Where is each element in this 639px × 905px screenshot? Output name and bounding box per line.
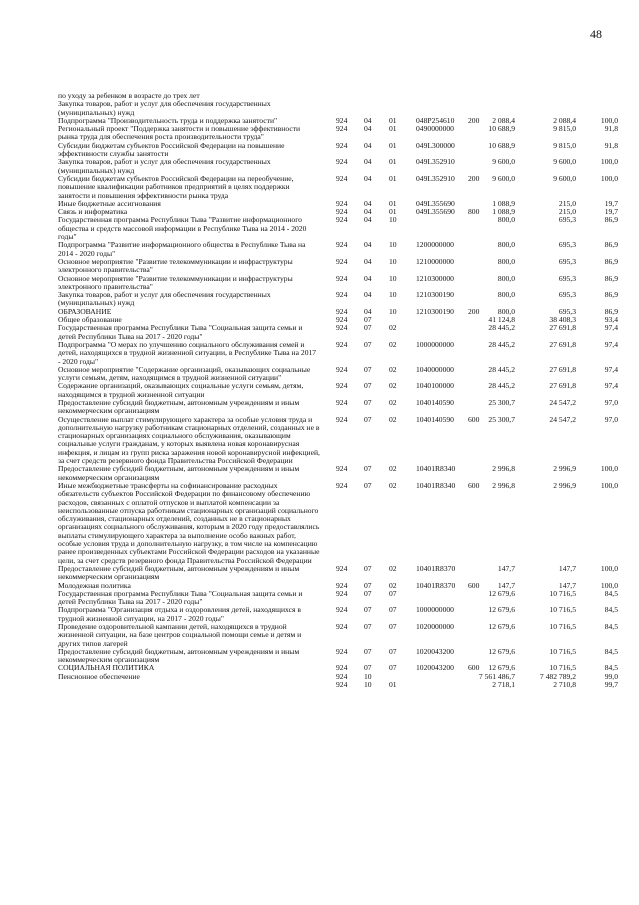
row-description: Предоставление субсидий бюджетным, автономным учреждениям и иным некоммерческим организациям [58, 397, 300, 416]
cell-executed: 215,0 [558, 198, 576, 208]
cell-plan: 10 688,9 [488, 124, 515, 134]
cell-grbs: 924 [336, 115, 348, 125]
cell-plan: 12 679,6 [488, 622, 515, 631]
cell-target-article: 1040100000 [416, 381, 454, 391]
row-description: Молодежная политика [58, 580, 131, 590]
cell-plan: 800,0 [497, 290, 515, 300]
cell-subsection: 02 [389, 464, 397, 474]
cell-target-article: 1040140590 [416, 414, 454, 424]
cell-section: 07 [364, 339, 372, 349]
cell-target-article: 1210300000 [416, 273, 454, 283]
row-description: Государственная программа Республики Тыва "Социальная защита семьи и детей Республики Тыва на 2017 - 2020 годы" [58, 323, 303, 341]
cell-subsection: 01 [389, 124, 397, 134]
cell-section: 07 [364, 315, 372, 325]
row-description: Предоставление субсидий бюджетным, автономным учреждениям и иным некоммерческим организациям [58, 464, 300, 482]
cell-section: 07 [364, 580, 372, 590]
cell-subsection: 01 [389, 207, 397, 217]
cell-expense-type: 600 [468, 663, 480, 673]
table-row [0, 605, 639, 631]
cell-plan: 800,0 [497, 215, 515, 225]
row-description: Иные бюджетные ассигнования [58, 198, 161, 208]
cell-executed: 27 691,8 [549, 339, 576, 349]
cell-subsection: 10 [389, 306, 397, 316]
budget-table [0, 91, 639, 690]
cell-target-article: 10401R8370 [416, 563, 456, 573]
cell-percent: 97,4 [604, 339, 618, 349]
cell-target-article: 0490000000 [416, 124, 454, 134]
cell-grbs: 924 [336, 240, 348, 250]
cell-subsection: 10 [389, 290, 397, 300]
cell-percent: 100,0 [600, 464, 618, 474]
cell-plan: 800,0 [497, 240, 515, 250]
row-description: Субсидии бюджетам субъектов Российской Федерации на повышение эффективности службы занятости [58, 140, 285, 159]
cell-executed: 10 716,5 [549, 588, 576, 598]
cell-percent: 99,0 [604, 671, 618, 681]
cell-section: 07 [364, 663, 372, 673]
table-row [0, 671, 639, 690]
row-description: Государственная программа Республики Тыва "Развитие информационного общества и средств массовой информации в Республике Тыва на 2014 - 2020 годы" [58, 215, 307, 242]
cell-percent: 86,9 [604, 215, 618, 225]
row-description: Закупка товаров, работ и услуг для обеспечения государственных (муниципальных) нужд [58, 99, 271, 117]
cell-subsection: 01 [389, 140, 397, 150]
cell-executed: 10 716,5 [549, 605, 576, 615]
cell-percent: 19,7 [604, 198, 618, 208]
row-description: по уходу за ребенком в возрасте до трех лет [58, 91, 200, 100]
cell-percent: 84,5 [604, 663, 618, 673]
cell-percent: 91,8 [604, 124, 618, 134]
cell-subsection: 02 [389, 364, 397, 374]
cell-subsection: 07 [389, 646, 397, 656]
cell-grbs: 924 [336, 256, 348, 266]
cell-percent: 91,8 [604, 140, 618, 150]
cell-grbs: 924 [336, 397, 348, 407]
cell-target-article: 049L355690 [416, 207, 455, 217]
cell-executed: 695,3 [558, 256, 576, 266]
cell-percent: 86,9 [604, 273, 618, 283]
cell-grbs: 924 [336, 646, 348, 656]
row-description: Содержание организаций, оказывающих социальные услуги семьям, детям, находящимся в трудной жизненной ситуации [58, 381, 304, 399]
cell-grbs: 924 [336, 680, 348, 690]
cell-grbs: 924 [336, 273, 348, 283]
cell-section: 07 [364, 414, 372, 424]
cell-executed: 9 815,0 [553, 124, 576, 134]
cell-plan: 12 679,6 [488, 663, 515, 673]
row-description: Осуществление выплат стимулирующего характера за особые условия труда и дополнительную нагрузку работникам стационарных отделений, созданных не в стационарных организациях социального обслуживания, оказывающим социальные услуги гражданам, у которых выявлена новая коронавирусная инфекция, и лицам из групп риска заражения новой коронавирусной инфекцией, за счет средств резервного фонда Правительства Российской Федерации [58, 414, 320, 466]
cell-subsection: 02 [389, 381, 397, 391]
cell-executed: 2 710,8 [553, 680, 576, 690]
cell-grbs: 924 [336, 364, 348, 374]
cell-executed: 27 691,8 [549, 364, 576, 374]
row-description: Основное мероприятие "Развитие телекоммуникации и инфраструктуры электронного правительства" [58, 273, 293, 291]
cell-section: 07 [364, 646, 372, 656]
row-description: Основное мероприятие "Содержание организаций, оказывающих социальные услуги семьям, детям, находящимся в трудной жизненной ситуации" [58, 364, 311, 383]
cell-subsection: 02 [389, 397, 397, 407]
cell-grbs: 924 [336, 290, 348, 300]
cell-executed: 7 482 789,2 [539, 671, 576, 681]
cell-expense-type: 800 [468, 207, 480, 217]
cell-section: 07 [364, 364, 372, 374]
cell-target-article: 10401R8340 [416, 480, 456, 490]
cell-subsection: 10 [389, 256, 397, 266]
cell-plan: 2 088,4 [492, 115, 515, 125]
cell-section: 07 [364, 464, 372, 474]
cell-grbs: 924 [336, 306, 348, 316]
cell-section: 04 [364, 273, 372, 283]
cell-grbs: 924 [336, 464, 348, 474]
row-description: Общее образование [58, 315, 122, 325]
cell-plan: 41 124,8 [488, 315, 515, 325]
cell-executed: 24 547,2 [549, 414, 576, 424]
cell-section: 07 [364, 381, 372, 391]
cell-section: 04 [364, 198, 372, 208]
cell-grbs: 924 [336, 381, 348, 391]
cell-plan: 9 600,0 [492, 173, 515, 183]
cell-target-article: 1040000000 [416, 364, 454, 374]
row-description: Закупка товаров, работ и услуг для обеспечения государственных (муниципальных) нужд [58, 157, 271, 175]
cell-percent: 19,7 [604, 207, 618, 217]
cell-grbs: 924 [336, 140, 348, 150]
cell-section: 07 [364, 397, 372, 407]
cell-grbs: 924 [336, 605, 348, 615]
cell-subsection: 02 [389, 323, 397, 333]
cell-executed: 10 716,5 [549, 663, 576, 673]
cell-section: 07 [364, 588, 372, 598]
cell-subsection: 10 [389, 240, 397, 250]
row-description: Основное мероприятие "Развитие телекоммуникации и инфраструктуры электронного правительства" [58, 256, 293, 275]
cell-subsection: 01 [389, 115, 397, 125]
cell-percent: 100,0 [600, 580, 618, 590]
cell-percent: 97,0 [604, 414, 618, 424]
cell-plan: 25 300,7 [488, 397, 515, 407]
cell-percent: 86,9 [604, 256, 618, 266]
cell-target-article: 1210000000 [416, 256, 454, 266]
cell-executed: 215,0 [558, 207, 576, 217]
cell-section: 04 [364, 140, 372, 150]
cell-section: 07 [364, 622, 372, 631]
cell-target-article: 1000000000 [416, 605, 454, 615]
cell-subsection: 02 [389, 580, 397, 590]
cell-target-article: 049L352910 [416, 157, 455, 167]
cell-target-article: 049L352910 [416, 173, 455, 183]
cell-subsection: 02 [389, 339, 397, 349]
cell-expense-type: 200 [468, 115, 480, 125]
row-description: Предоставление субсидий бюджетным, автономным учреждениям и иным некоммерческим организациям [58, 646, 300, 665]
cell-subsection: 07 [389, 622, 397, 631]
cell-grbs: 924 [336, 323, 348, 333]
cell-plan: 28 445,2 [488, 323, 515, 333]
cell-section: 04 [364, 115, 372, 125]
cell-executed: 27 691,8 [549, 323, 576, 333]
cell-section: 07 [364, 480, 372, 490]
cell-target-article: 1200000000 [416, 240, 454, 250]
cell-section: 04 [364, 290, 372, 300]
cell-percent: 97,4 [604, 364, 618, 374]
cell-grbs: 924 [336, 207, 348, 217]
cell-plan: 147,7 [497, 580, 515, 590]
row-description: Подпрограмма "Производительность труда и поддержка занятости" [58, 115, 278, 125]
cell-plan: 800,0 [497, 256, 515, 266]
cell-subsection: 10 [389, 215, 397, 225]
cell-grbs: 924 [336, 157, 348, 167]
row-description: Предоставление субсидий бюджетным, автономным учреждениям и иным некоммерческим организациям [58, 563, 300, 582]
cell-section: 10 [364, 680, 372, 690]
cell-grbs: 924 [336, 580, 348, 590]
cell-expense-type: 600 [468, 480, 480, 490]
cell-percent: 84,5 [604, 622, 618, 631]
row-description: Подпрограмма "Организация отдыха и оздоровления детей, находящихся в трудной жизненной ситуации, на 2017 - 2020 годы" [58, 605, 301, 623]
table-row [0, 364, 639, 391]
cell-executed: 24 547,2 [549, 397, 576, 407]
cell-executed: 695,3 [558, 273, 576, 283]
cell-subsection: 01 [389, 157, 397, 167]
table-row [0, 397, 639, 424]
cell-percent: 100,0 [600, 157, 618, 167]
cell-section: 04 [364, 240, 372, 250]
cell-plan: 12 679,6 [488, 588, 515, 598]
cell-executed: 695,3 [558, 306, 576, 316]
cell-section: 07 [364, 563, 372, 573]
cell-grbs: 924 [336, 671, 348, 681]
cell-expense-type: 600 [468, 414, 480, 424]
cell-executed: 10 716,5 [549, 646, 576, 656]
cell-section: 04 [364, 124, 372, 134]
cell-percent: 97,0 [604, 397, 618, 407]
cell-percent: 97,4 [604, 381, 618, 391]
cell-executed: 38 408,3 [549, 315, 576, 325]
cell-target-article: 1020043200 [416, 646, 454, 656]
cell-subsection: 07 [389, 588, 397, 598]
cell-percent: 84,5 [604, 605, 618, 615]
row-description: СОЦИАЛЬНАЯ ПОЛИТИКА [58, 663, 155, 673]
cell-section: 04 [364, 256, 372, 266]
cell-percent: 99,7 [604, 680, 618, 690]
cell-percent: 100,0 [600, 563, 618, 573]
cell-grbs: 924 [336, 215, 348, 225]
cell-target-article: 049L355690 [416, 198, 455, 208]
page-number: 48 [590, 27, 602, 41]
cell-section: 07 [364, 605, 372, 615]
cell-plan: 147,7 [497, 563, 515, 573]
cell-subsection: 10 [389, 273, 397, 283]
cell-section: 04 [364, 157, 372, 167]
cell-executed: 147,7 [558, 580, 576, 590]
cell-grbs: 924 [336, 563, 348, 573]
cell-plan: 800,0 [497, 273, 515, 283]
cell-plan: 2 996,8 [492, 480, 515, 490]
cell-executed: 2 088,4 [553, 115, 576, 125]
cell-percent: 86,9 [604, 240, 618, 250]
cell-plan: 10 688,9 [488, 140, 515, 150]
cell-percent: 97,4 [604, 323, 618, 333]
cell-subsection: 02 [389, 414, 397, 424]
cell-plan: 12 679,6 [488, 605, 515, 615]
cell-percent: 84,5 [604, 646, 618, 656]
cell-percent: 86,9 [604, 290, 618, 300]
cell-section: 07 [364, 323, 372, 333]
cell-subsection: 01 [389, 680, 397, 690]
cell-grbs: 924 [336, 588, 348, 598]
cell-plan: 12 679,6 [488, 646, 515, 656]
row-description: Региональный проект "Поддержка занятости и повышение эффективности рынка труда для обеспечения роста производительности труда" [58, 124, 301, 142]
cell-plan: 2 996,8 [492, 464, 515, 474]
cell-executed: 9 600,0 [553, 157, 576, 167]
cell-grbs: 924 [336, 198, 348, 208]
cell-subsection: 07 [389, 663, 397, 673]
cell-percent: 86,9 [604, 306, 618, 316]
cell-grbs: 924 [336, 480, 348, 490]
cell-target-article: 049L300000 [416, 140, 455, 150]
cell-plan: 2 718,1 [492, 680, 515, 690]
cell-target-article: 10401R8370 [416, 580, 456, 590]
table-row [0, 157, 639, 183]
cell-target-article: 1000000000 [416, 339, 454, 349]
cell-executed: 9 815,0 [553, 140, 576, 150]
row-description: Закупка товаров, работ и услуг для обеспечения государственных (муниципальных) нужд [58, 290, 271, 308]
row-description: Подпрограмма "О мерах по улучшению социального обслуживания семей и детей, находящихся в трудной жизненной ситуации, в Республике Тыва на 2017 - 2020 годы" [58, 339, 317, 366]
cell-grbs: 924 [336, 315, 348, 325]
row-description: Подпрограмма "Развитие информационного общества в Республике Тыва на 2014 - 2020 годы" [58, 240, 306, 258]
cell-executed: 2 996,9 [553, 464, 576, 474]
cell-percent: 100,0 [600, 480, 618, 490]
cell-target-article: 1020000000 [416, 622, 454, 631]
cell-target-article: 1020043200 [416, 663, 454, 673]
cell-section: 04 [364, 207, 372, 217]
table-row [0, 323, 639, 349]
cell-grbs: 924 [336, 339, 348, 349]
cell-plan: 25 300,7 [488, 414, 515, 424]
cell-executed: 695,3 [558, 215, 576, 225]
row-description: Субсидии бюджетам субъектов Российской Федерации на переобучение, повышение квалификации работников предприятий в целях поддержки занятости и повышения эффективности рынка труда [58, 173, 294, 200]
row-description: Связь и информатика [58, 207, 128, 217]
cell-plan: 1 088,9 [492, 207, 515, 217]
cell-expense-type: 200 [468, 306, 480, 316]
cell-subsection: 07 [389, 605, 397, 615]
cell-subsection: 01 [389, 173, 397, 183]
cell-executed: 695,3 [558, 290, 576, 300]
cell-section: 04 [364, 173, 372, 183]
cell-subsection: 02 [389, 480, 397, 490]
cell-grbs: 924 [336, 414, 348, 424]
cell-grbs: 924 [336, 663, 348, 673]
cell-executed: 695,3 [558, 240, 576, 250]
cell-section: 04 [364, 306, 372, 316]
cell-plan: 28 445,2 [488, 339, 515, 349]
cell-percent: 100,0 [600, 173, 618, 183]
cell-section: 10 [364, 671, 372, 681]
cell-plan: 1 088,9 [492, 198, 515, 208]
cell-executed: 2 996,9 [553, 480, 576, 490]
cell-plan: 28 445,2 [488, 381, 515, 391]
row-description: Проведение оздоровительной кампании детей, находящихся в трудной жизненной ситуации, на базе центров социальной помощи семье и детям и других типов лагерей [58, 622, 302, 648]
cell-grbs: 924 [336, 173, 348, 183]
cell-percent: 84,5 [604, 588, 618, 598]
cell-plan: 28 445,2 [488, 364, 515, 374]
cell-plan: 9 600,0 [492, 157, 515, 167]
cell-section: 04 [364, 215, 372, 225]
cell-target-article: 1040140590 [416, 397, 454, 407]
cell-executed: 9 600,0 [553, 173, 576, 183]
table-row [0, 256, 639, 283]
row-description: Пенсионное обеспечение [58, 671, 140, 681]
table-row [0, 464, 639, 490]
cell-executed: 147,7 [558, 563, 576, 573]
cell-expense-type: 200 [468, 173, 480, 183]
row-description: Иные межбюджетные трансферты на софинансирование расходных обязательств субъектов Российской Федерации по финансовому обеспечению расходов, связанных с оплатой отпусков и выплатой компенсации за неиспользованные отпуска работникам стационарных организаций социального обслуживания, стационарных отделений, созданных не в стационарных организациях социального обслуживания, которым в 2020 году предоставлялись выплаты стимулирующего характера за выполнение особо важных работ, особые условия труда и дополнительную нагрузку, в том числе на компенсацию ранее произведенных субъектами Российской Федерации расходов на указанные цели, за счет средств резервного фонда Правительства Российской Федерации [58, 480, 320, 565]
cell-executed: 10 716,5 [549, 622, 576, 631]
cell-target-article: 048P254610 [416, 115, 455, 125]
cell-percent: 100,0 [600, 115, 618, 125]
cell-subsection: 01 [389, 198, 397, 208]
cell-grbs: 924 [336, 124, 348, 134]
cell-percent: 93,4 [604, 315, 618, 325]
cell-expense-type: 600 [468, 580, 480, 590]
cell-plan: 7 561 486,7 [478, 671, 515, 681]
cell-subsection: 02 [389, 563, 397, 573]
cell-target-article: 1210300190 [416, 290, 454, 300]
cell-plan: 800,0 [497, 306, 515, 316]
row-description: Государственная программа Республики Тыва "Социальная защита семьи и детей Республики Тыва на 2017 - 2020 годы" [58, 588, 303, 607]
cell-target-article: 10401R8340 [416, 464, 456, 474]
cell-executed: 27 691,8 [549, 381, 576, 391]
cell-target-article: 1210300190 [416, 306, 454, 316]
row-description: ОБРАЗОВАНИЕ [58, 306, 112, 316]
cell-grbs: 924 [336, 622, 348, 631]
